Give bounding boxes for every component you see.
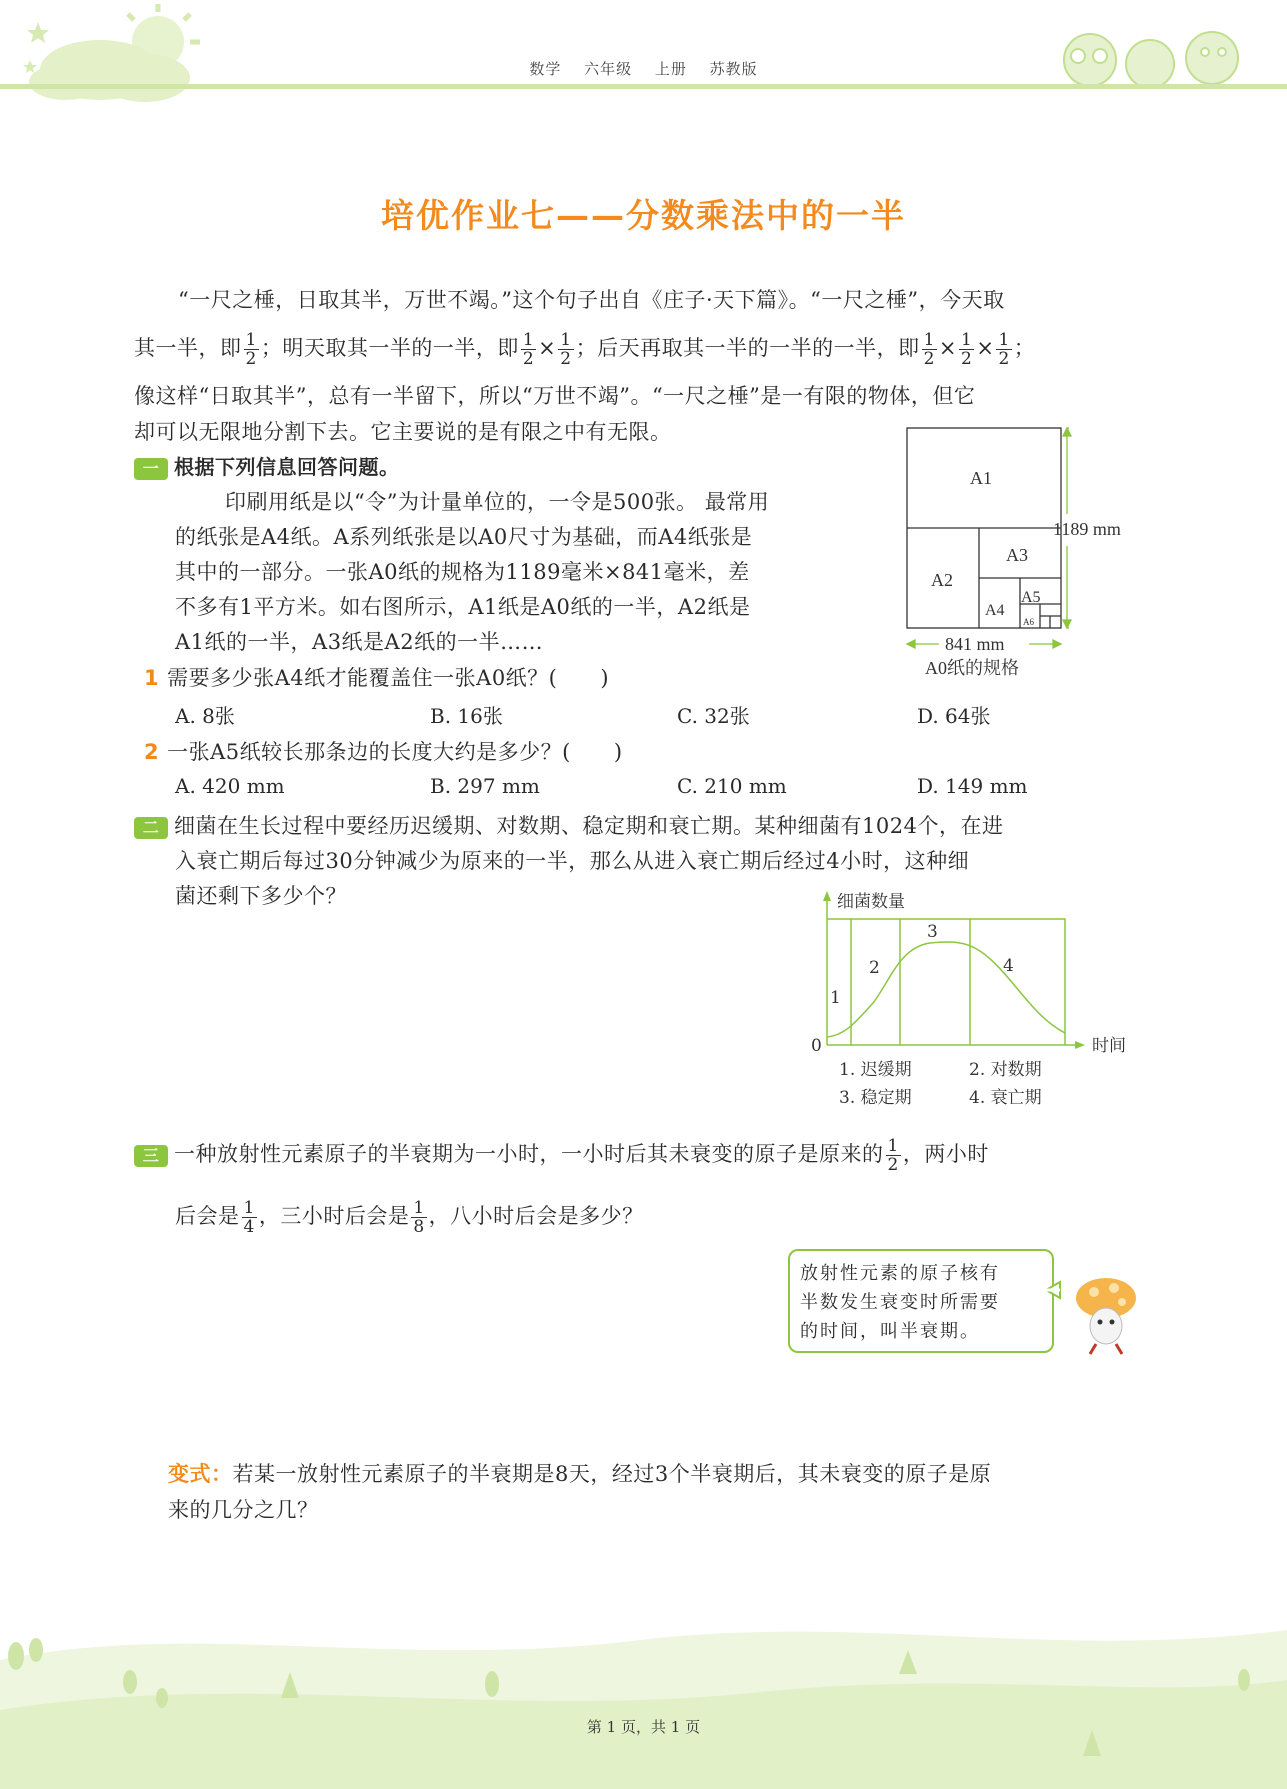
label-a4: A4 xyxy=(985,602,1005,619)
question-number: 1 xyxy=(144,666,160,690)
variant-line-1 xyxy=(168,1456,1158,1492)
intro-text: ； xyxy=(1013,336,1036,360)
section-3-text: ，八小时后会是多少？ xyxy=(428,1204,644,1228)
section-2-text-1 xyxy=(134,808,1144,844)
fraction-half: $\frac{1}{2}$ xyxy=(998,330,1010,369)
fraction-half: $\frac{1}{2}$ xyxy=(923,330,935,369)
section-badge: 三 xyxy=(134,1145,168,1167)
label-a2: A2 xyxy=(931,570,953,590)
legend-1: 1. 迟缓期 xyxy=(839,1060,912,1080)
question-2 xyxy=(144,734,844,770)
times-sign: × xyxy=(976,336,995,360)
legend-2: 2. 对数期 xyxy=(969,1060,1042,1080)
section-1-text-3: 其中的一部分。一张A0纸的规格为1189毫米×841毫米，差 xyxy=(175,560,750,584)
question-text: 一张A5纸较长那条边的长度大约是多少？( ) xyxy=(167,740,623,764)
phase-1-label: 1 xyxy=(830,988,841,1008)
tip-line-2: 半数发生衰变时所需要 xyxy=(800,1292,1000,1313)
variant-text: 若某一放射性元素原子的半衰期是8天，经过3个半衰期后，其未衰变的原子是原 xyxy=(232,1462,992,1486)
mushroom-mascot-icon xyxy=(1046,1270,1146,1360)
question-number: 2 xyxy=(144,740,160,764)
q2-option-d[interactable]: D. 149 mm xyxy=(917,774,1028,798)
section-badge: 一 xyxy=(134,458,168,480)
times-sign: × xyxy=(538,336,557,360)
label-a5: A5 xyxy=(1021,589,1041,606)
label-a3: A3 xyxy=(1006,545,1028,565)
intro-text: 其一半，即 xyxy=(134,336,242,360)
fraction-half: $\frac{1}{2}$ xyxy=(245,330,257,369)
running-header xyxy=(0,58,1287,79)
tip-line-1: 放射性元素的原子核有 xyxy=(800,1263,1000,1284)
variant-label: 变式： xyxy=(168,1462,233,1486)
label-a1: A1 xyxy=(970,468,992,488)
section-1-text-5: A1纸的一半，A3纸是A2纸的一半…… xyxy=(175,630,544,654)
fraction-quarter: $\frac{1}{4}$ xyxy=(243,1198,255,1237)
section-3-line-2 xyxy=(175,1190,1075,1242)
header-rule xyxy=(0,84,1287,89)
section-3-text: 后会是 xyxy=(175,1204,240,1228)
phase-4-label: 4 xyxy=(1003,956,1014,976)
figure-caption: A0纸的规格 xyxy=(925,658,1019,678)
legend-3: 3. 稳定期 xyxy=(839,1088,912,1108)
phase-3-label: 3 xyxy=(927,922,938,942)
q2-option-a[interactable]: A. 420 mm xyxy=(175,774,285,798)
legend-4: 4. 衰亡期 xyxy=(969,1088,1042,1108)
intro-text: ；后天再取其一半的一半的一半，即 xyxy=(575,336,920,360)
q1-option-c[interactable]: C. 32张 xyxy=(677,704,750,728)
footer-landscape xyxy=(0,1600,1287,1789)
origin-label: 0 xyxy=(811,1036,822,1056)
header-volume: 上册 xyxy=(654,62,687,78)
label-a6: A6 xyxy=(1023,617,1034,627)
header-subject: 数学 xyxy=(529,62,562,78)
section-1-text-1: 印刷用纸是以“令”为计量单位的，一令是500张。 最常用 xyxy=(225,490,770,514)
y-axis-label: 细菌数量 xyxy=(837,892,905,912)
header-decoration xyxy=(0,0,1287,110)
intro-line-4: 却可以无限地分割下去。它主要说的是有限之中有无限。 xyxy=(134,420,672,444)
section-1-heading xyxy=(134,449,834,485)
page-title: 培优作业七——分数乘法中的一半 xyxy=(381,196,906,235)
q1-option-a[interactable]: A. 8张 xyxy=(175,704,235,728)
q1-option-d[interactable]: D. 64张 xyxy=(917,704,991,728)
width-label: 841 mm xyxy=(945,634,1005,654)
section-3-text: ，两小时 xyxy=(902,1142,989,1166)
question-text: 需要多少张A4纸才能覆盖住一张A0纸？( ) xyxy=(167,666,610,690)
x-axis-label: 时间 xyxy=(1092,1036,1126,1056)
phase-2-label: 2 xyxy=(869,958,880,978)
section-2-text-3: 菌还剩下多少个？ xyxy=(175,884,347,908)
section-2-text-2: 入衰亡期后每过30分钟减少为原来的一半，那么从进入衰亡期后经过4小时，这种细 xyxy=(175,849,970,873)
growth-curve xyxy=(827,942,1065,1037)
bacteria-growth-graph xyxy=(805,885,1150,1115)
q2-option-b[interactable]: B. 297 mm xyxy=(430,774,540,798)
section-1-text-2: 的纸张是A4纸。A系列纸张是以A0尺寸为基础，而A4纸张是 xyxy=(175,525,753,549)
header-grade: 六年级 xyxy=(584,62,633,78)
fraction-half: $\frac{1}{2}$ xyxy=(522,330,535,369)
height-label: 1189 mm xyxy=(1053,519,1121,539)
tip-text xyxy=(790,1251,1052,1354)
question-1 xyxy=(144,660,844,696)
a0-paper-figure xyxy=(895,420,1145,680)
section-3-line-1 xyxy=(134,1128,1154,1180)
q2-option-c[interactable]: C. 210 mm xyxy=(677,774,787,798)
section-badge: 二 xyxy=(134,817,168,839)
fraction-half: $\frac{1}{2}$ xyxy=(560,330,572,369)
page-footer: 第 1 页，共 1 页 xyxy=(586,1718,701,1736)
section-3-text: ，三小时后会是 xyxy=(258,1204,410,1228)
intro-line-2 xyxy=(134,324,1144,372)
intro-line-1: “一尺之棰，日取其半，万世不竭。”这个句子出自《庄子·天下篇》。“一尺之棰”，今天取 xyxy=(178,288,1005,312)
header-edition: 苏教版 xyxy=(709,62,758,78)
fraction-half: $\frac{1}{2}$ xyxy=(961,330,973,369)
section-2-line: 细菌在生长过程中要经历迟缓期、对数期、稳定期和衰亡期。某种细菌有1024个，在进 xyxy=(174,814,1004,838)
tip-line-3: 的时间，叫半衰期。 xyxy=(800,1321,980,1342)
fraction-eighth: $\frac{1}{8}$ xyxy=(413,1198,425,1237)
variant-line-2: 来的几分之几？ xyxy=(168,1498,319,1522)
times-sign: × xyxy=(938,336,958,360)
section-3-text: 一种放射性元素原子的半衰期为一小时，一小时后其未衰变的原子是原来的 xyxy=(174,1142,884,1166)
intro-text: ；明天取其一半的一半，即 xyxy=(260,336,519,360)
section-heading-text: 根据下列信息回答问题。 xyxy=(174,455,400,479)
section-1-text-4: 不多有1平方米。如右图所示，A1纸是A0纸的一半，A2纸是 xyxy=(175,595,751,619)
tip-bubble xyxy=(788,1249,1054,1353)
intro-line-3: 像这样“日取其半”，总有一半留下，所以“万世不竭”。“一尺之棰”是一有限的物体，但它 xyxy=(134,384,976,408)
fraction-half: $\frac{1}{2}$ xyxy=(887,1136,899,1175)
q1-option-b[interactable]: B. 16张 xyxy=(430,704,503,728)
